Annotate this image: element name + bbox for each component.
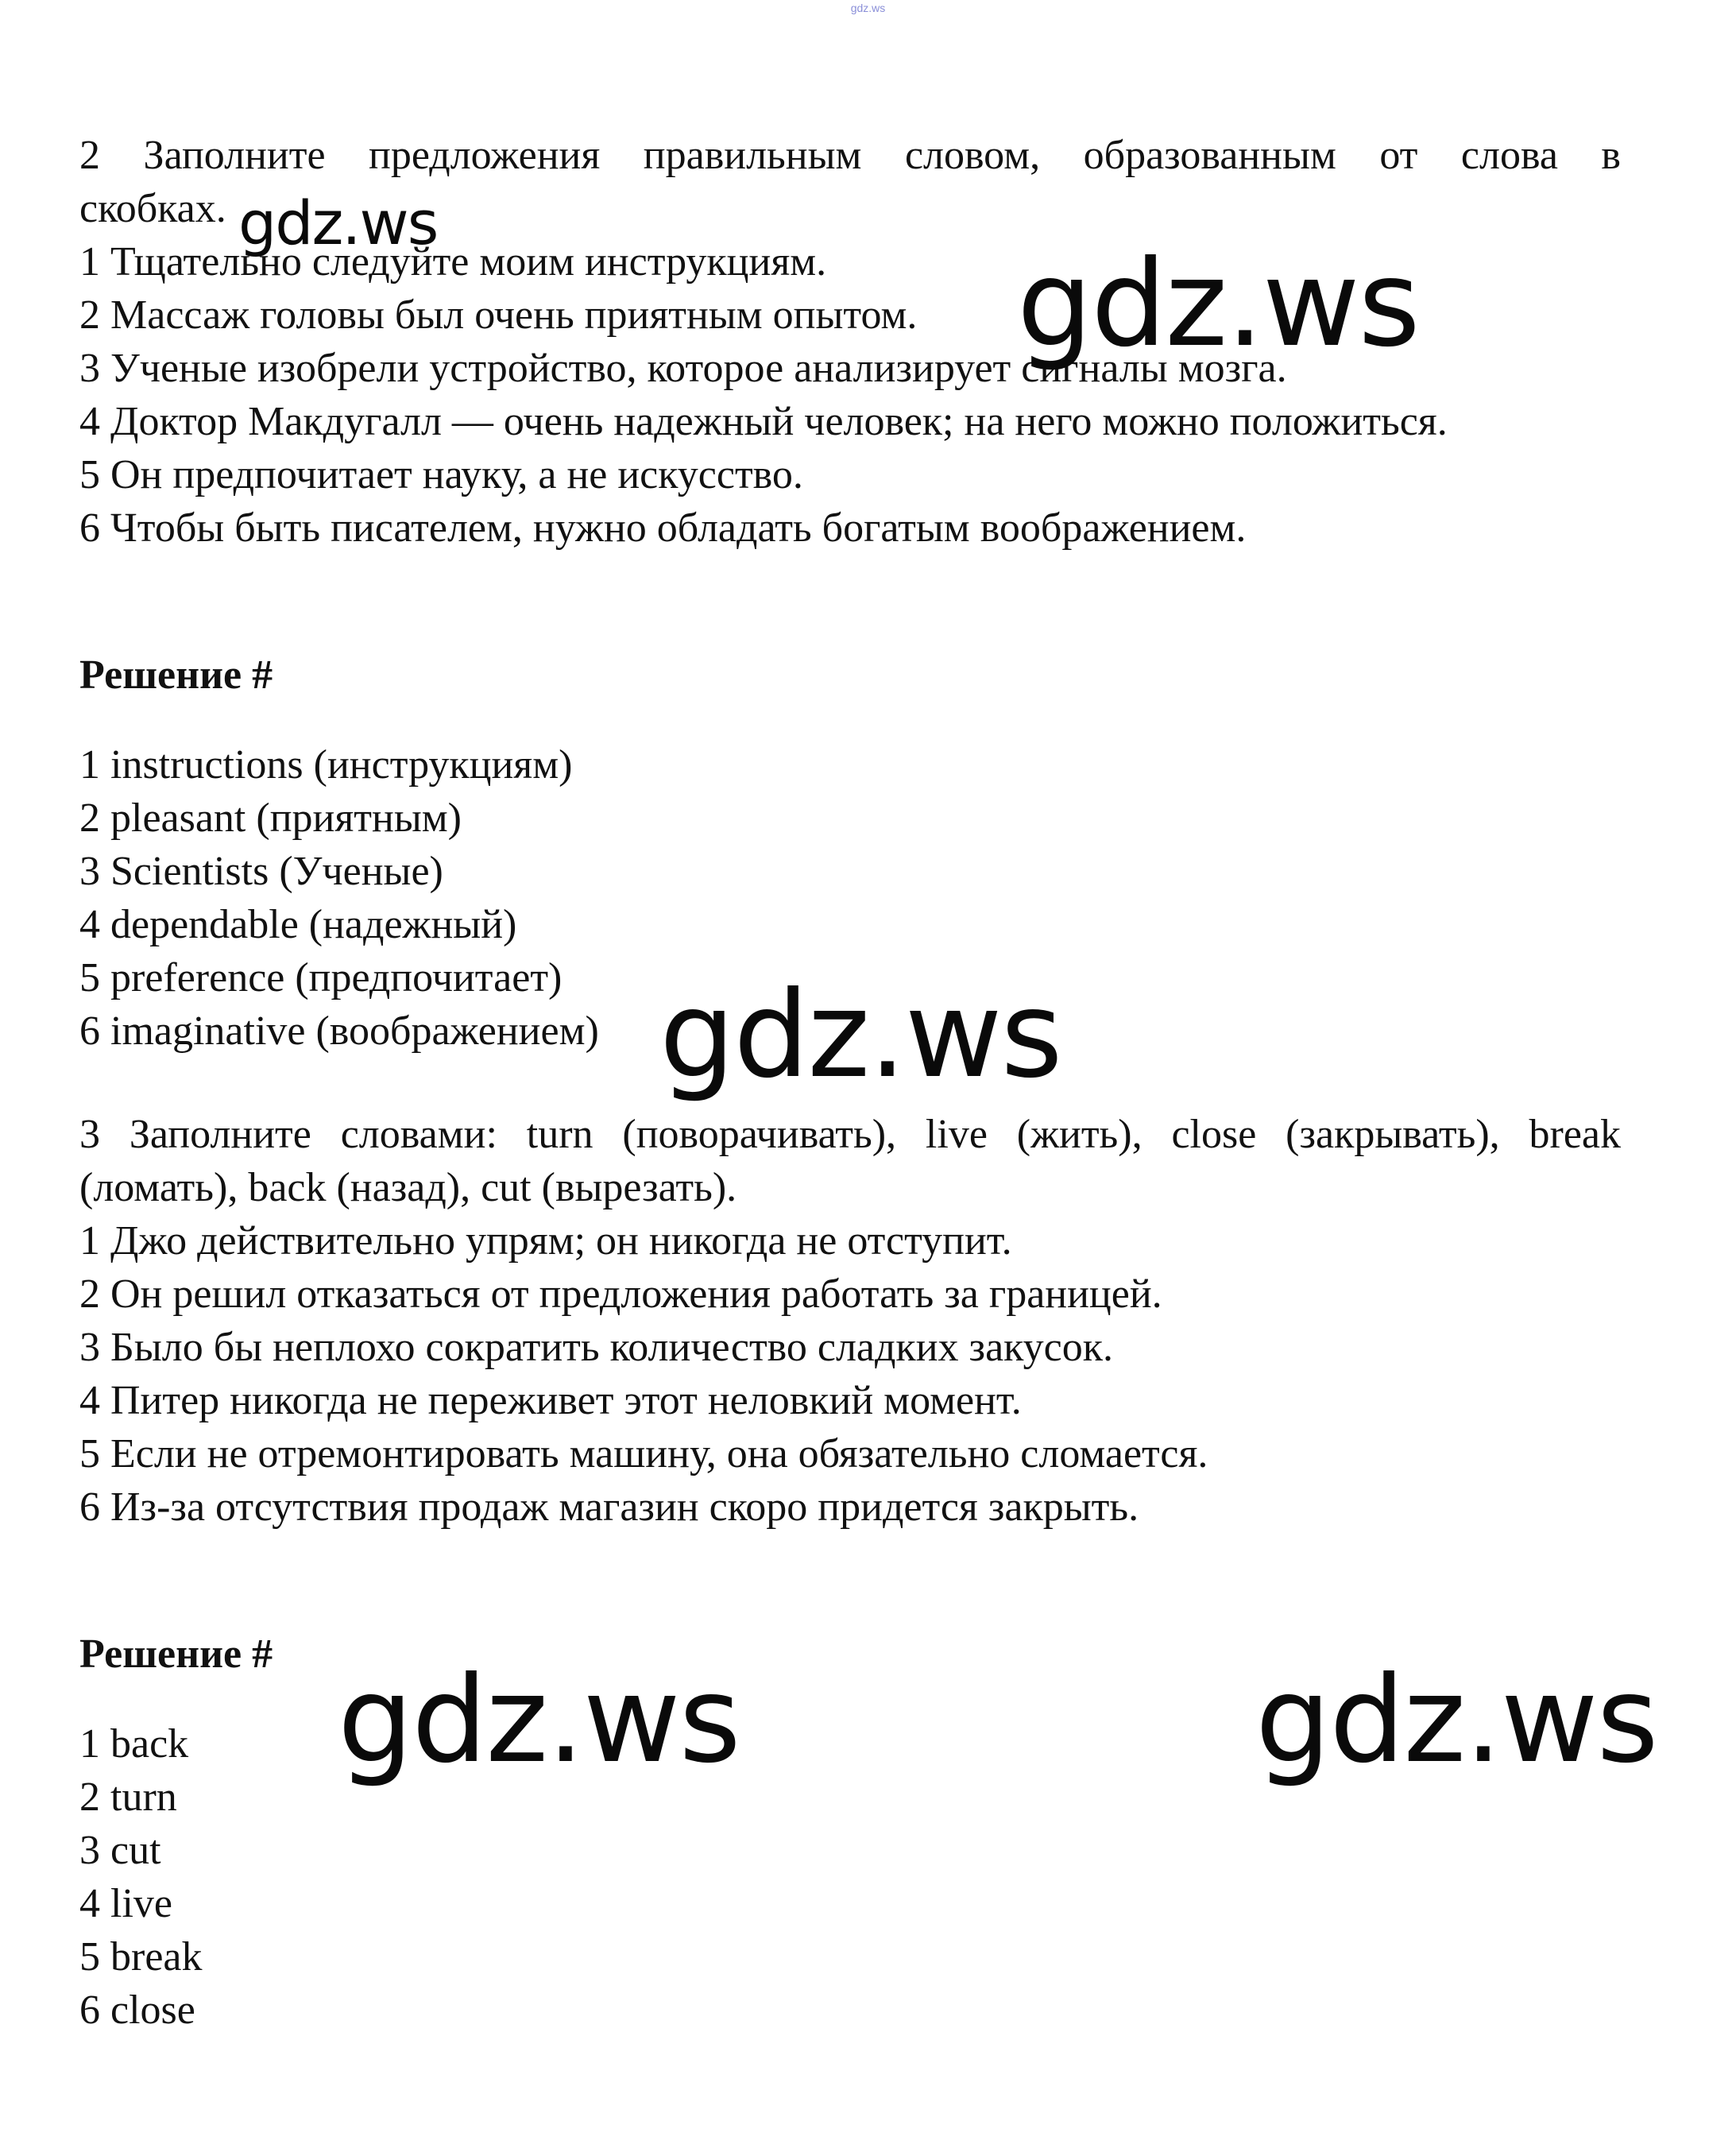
- exercise-2-instruction-line-1: 2 Заполните предложения правильным словом, образованным от слова в: [79, 133, 1621, 178]
- exercise-3-sentence-2: 2 Он решил отказаться от предложения работать за границей.: [79, 1271, 1162, 1317]
- solution-2-answer-6: 6 close: [79, 1987, 195, 2033]
- solution-2-answer-1: 1 back: [79, 1721, 189, 1767]
- exercise-2-sentence-5: 5 Он предпочитает науку, а не искусство.: [79, 452, 803, 497]
- solution-2-answer-5: 5 break: [79, 1934, 203, 1980]
- solution-1-answer-5: 5 preference (предпочитает): [79, 955, 563, 1000]
- exercise-2-sentence-4: 4 Доктор Макдугалл — очень надежный человек; на него можно положиться.: [79, 399, 1448, 444]
- exercise-2-sentence-1: 1 Тщательно следуйте моим инструкциям.: [79, 239, 827, 284]
- top-watermark-label: gdz.ws: [850, 2, 886, 14]
- watermark-3: gdz.ws: [659, 966, 1061, 1105]
- exercise-2-sentence-3: 3 Ученые изобрели устройство, которое анализирует сигналы мозга.: [79, 346, 1287, 391]
- watermark-1: gdz.ws: [238, 188, 438, 258]
- solution-1-heading: Решение #: [79, 652, 273, 698]
- exercise-3-instruction-line-1: 3 Заполните словами: turn (поворачивать), live (жить), close (закрывать), break: [79, 1112, 1621, 1157]
- exercise-2-sentence-2: 2 Массаж головы был очень приятным опытом.: [79, 292, 918, 338]
- exercise-2-instruction-line-2: скобках.: [79, 186, 226, 231]
- solution-1-answer-6: 6 imaginative (воображением): [79, 1008, 599, 1054]
- exercise-3-instruction-line-2: (ломать), back (назад), cut (вырезать).: [79, 1165, 737, 1210]
- exercise-2-sentence-6: 6 Чтобы быть писателем, нужно обладать богатым воображением.: [79, 505, 1247, 551]
- exercise-3-sentence-3: 3 Было бы неплохо сократить количество сладких закусок.: [79, 1325, 1114, 1370]
- solution-1-answer-2: 2 pleasant (приятным): [79, 795, 462, 841]
- solution-2-answer-4: 4 live: [79, 1881, 172, 1926]
- solution-1-answer-1: 1 instructions (инструкциям): [79, 742, 573, 788]
- exercise-3-sentence-5: 5 Если не отремонтировать машину, она обязательно сломается.: [79, 1431, 1208, 1477]
- solution-1-answer-4: 4 dependable (надежный): [79, 902, 517, 947]
- solution-1-answer-3: 3 Scientists (Ученые): [79, 849, 443, 894]
- solution-2-answer-3: 3 cut: [79, 1828, 161, 1873]
- exercise-3-sentence-1: 1 Джо действительно упрям; он никогда не отступит.: [79, 1218, 1012, 1264]
- watermark-4: gdz.ws: [338, 1651, 740, 1790]
- watermark-5: gdz.ws: [1255, 1651, 1657, 1790]
- solution-2-answer-2: 2 turn: [79, 1775, 177, 1820]
- solution-2-heading: Решение #: [79, 1631, 273, 1677]
- exercise-3-sentence-4: 4 Питер никогда не переживет этот неловкий момент.: [79, 1378, 1022, 1423]
- exercise-3-sentence-6: 6 Из-за отсутствия продаж магазин скоро придется закрыть.: [79, 1484, 1139, 1530]
- watermark-2: gdz.ws: [1017, 235, 1419, 373]
